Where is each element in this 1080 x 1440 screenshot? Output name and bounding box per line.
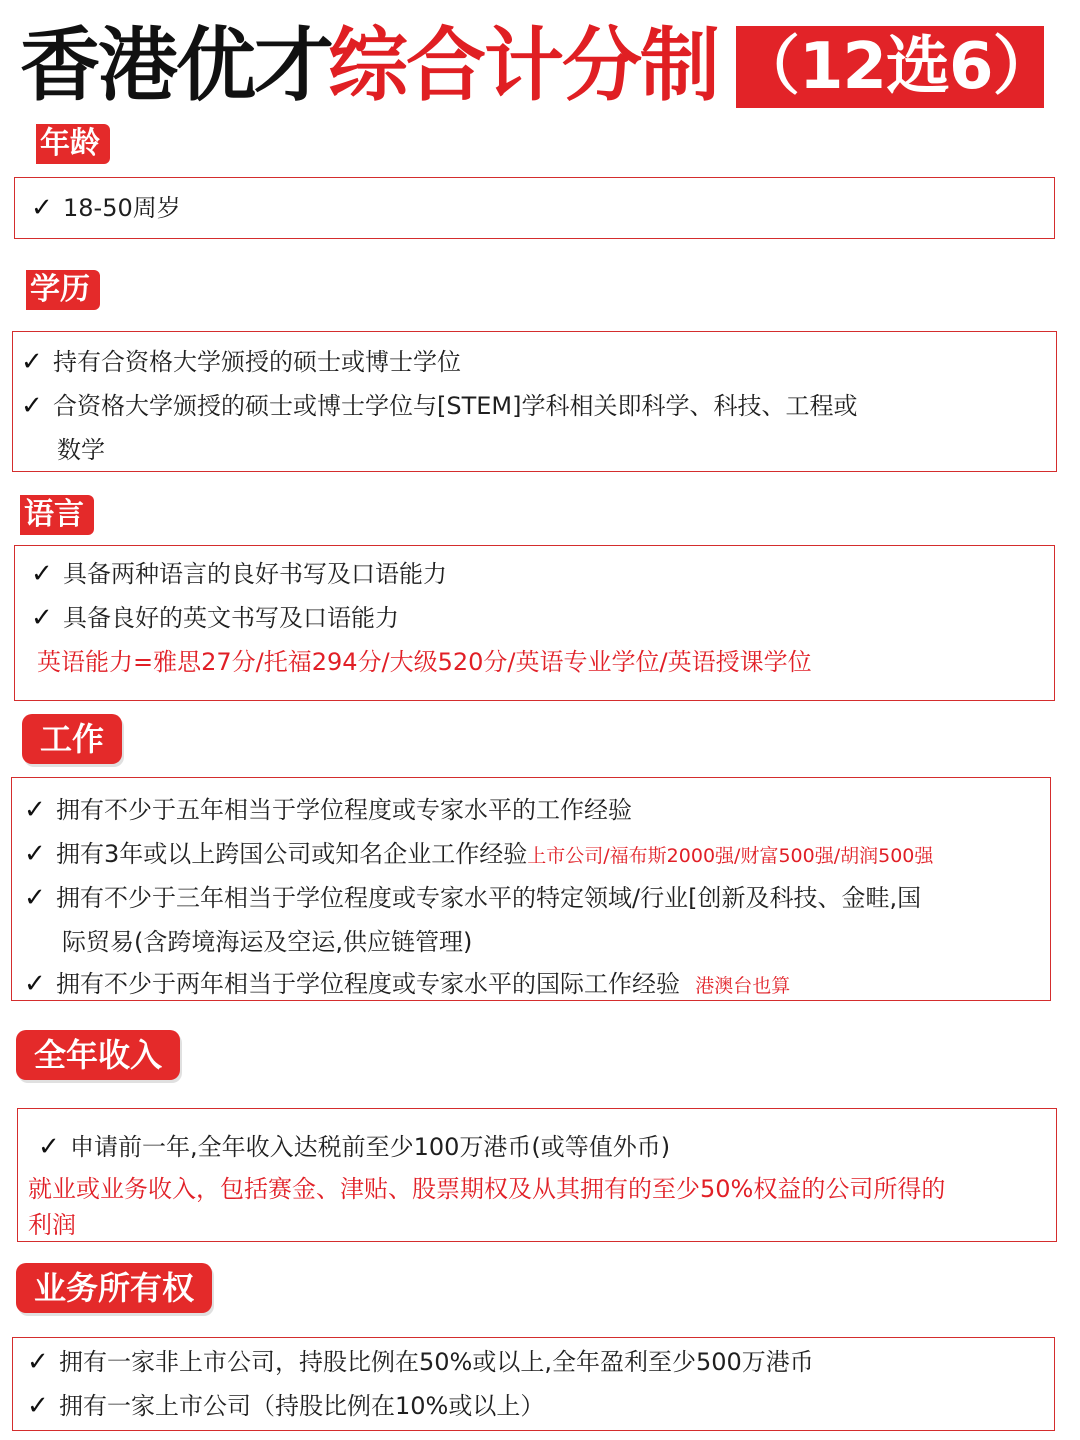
education-box — [12, 331, 1057, 472]
list-item-continuation: 数学 — [57, 436, 105, 464]
check-icon: ✓ — [31, 193, 53, 223]
check-icon: ✓ — [27, 1391, 49, 1421]
language-box — [14, 545, 1055, 701]
age-box — [14, 177, 1055, 239]
section-tag-business: 业务所有权 — [16, 1263, 212, 1313]
page-title-black: 香港优才 — [20, 19, 332, 112]
companies-note: 上市公司/福布斯2000强/财富500强/胡润500强 — [527, 845, 934, 867]
page-title-badge: （12选6） — [736, 26, 1044, 108]
work-box — [11, 777, 1051, 1001]
list-item: ✓ 申请前一年,全年收入达税前至少100万港币(或等值外币) — [38, 1125, 670, 1169]
list-item: ✓ 拥有一家上市公司（持股比例在10%或以上） — [27, 1384, 544, 1428]
hkmt-note: 港澳台也算 — [695, 975, 791, 997]
check-icon: ✓ — [21, 347, 43, 377]
check-icon: ✓ — [21, 391, 43, 421]
income-note-line1: 就业或业务收入，包括赛金、津贴、股票期权及从其拥有的至少50%权益的公司所得的 — [28, 1175, 946, 1203]
page-title-red: 综合计分制 — [328, 19, 718, 112]
check-icon: ✓ — [24, 839, 46, 869]
section-tag-education: 学历 — [26, 270, 100, 310]
section-tag-age: 年龄 — [36, 124, 110, 164]
check-icon: ✓ — [31, 603, 53, 633]
section-tag-work: 工作 — [22, 714, 122, 764]
list-item: ✓ 具备两种语言的良好书写及口语能力 — [31, 552, 447, 596]
income-note-line2: 利润 — [28, 1211, 76, 1239]
check-icon: ✓ — [31, 559, 53, 589]
check-icon: ✓ — [38, 1132, 60, 1162]
list-item: ✓ 拥有不少于三年相当于学位程度或专家水平的特定领域/行业[创新及科技、金畦,国 — [24, 876, 921, 920]
business-box — [12, 1337, 1055, 1431]
check-icon: ✓ — [24, 795, 46, 825]
check-icon: ✓ — [27, 1347, 49, 1377]
list-item: ✓ 18-50周岁 — [31, 186, 181, 230]
list-item: ✓ 拥有一家非上市公司，持股比例在50%或以上,全年盈利至少500万港币 — [27, 1340, 814, 1384]
list-item: ✓ 拥有不少于两年相当于学位程度或专家水平的国际工作经验 港澳台也算 — [24, 964, 790, 1006]
income-box — [17, 1108, 1057, 1242]
list-item: ✓ 拥有不少于五年相当于学位程度或专家水平的工作经验 — [24, 788, 632, 832]
list-item: ✓ 持有合资格大学颁授的硕士或博士学位 — [21, 340, 461, 384]
check-icon: ✓ — [24, 883, 46, 913]
list-item-continuation: 际贸易(含跨境海运及空运,供应链管理) — [62, 928, 473, 956]
list-item: ✓ 具备良好的英文书写及口语能力 — [31, 596, 399, 640]
section-tag-language: 语言 — [20, 495, 94, 535]
check-icon: ✓ — [24, 969, 46, 999]
list-item: ✓ 拥有3年或以上跨国公司或知名企业工作经验上市公司/福布斯2000强/财富500强/胡润500强 — [24, 832, 933, 878]
list-item: ✓ 合资格大学颁授的硕士或博士学位与[STEM]学科相关即科学、科技、工程或 — [21, 384, 858, 428]
section-tag-income: 全年收入 — [16, 1030, 180, 1080]
language-note: 英语能力=雅思27分/托福294分/大级520分/英语专业学位/英语授课学位 — [37, 648, 812, 676]
